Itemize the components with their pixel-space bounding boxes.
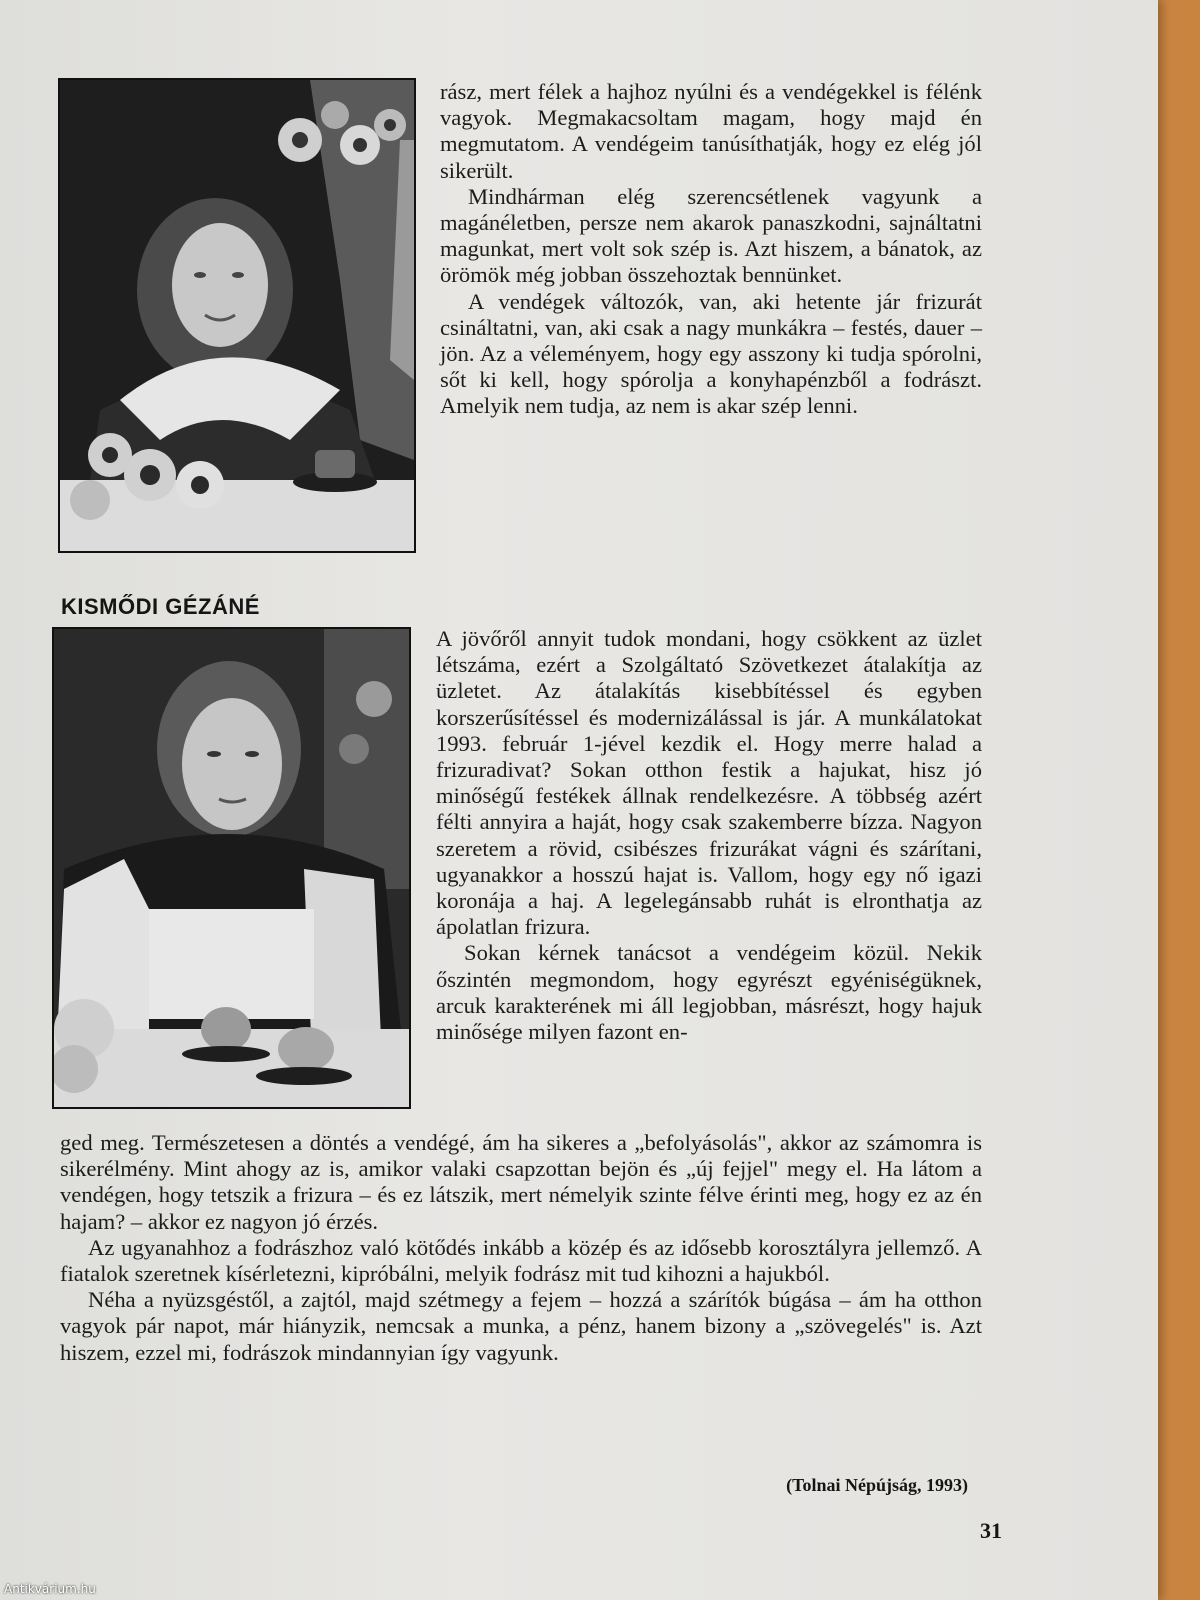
paragraph: ged meg. Természetesen a döntés a vendégé, ám ha sikeres a „befolyásolás", akkor az számomra is sikerélmény. Mint ahogy az is, amikor valaki csapzottan bejön és „új fejjel" megy el. Ha látom a vendégen, hogy tetszik a frizura – és ez látszik, mert némelyik szinte félve érinti meg, hogy ez az én hajam? – akkor ez nagyon jó érzés.: [60, 1130, 982, 1234]
paragraph: Mindhárman elég szerencsétlenek vagyunk a magánéletben, persze nem akarok panaszkodni, sajnáltatni magunkat, mert volt sok szép is. Azt hiszem, a bánatok, az örömök még jobban összehoztak bennünket.: [440, 183, 982, 288]
photo-kismodi-gezane: [52, 627, 411, 1109]
section-heading: KISMŐDI GÉZÁNÉ: [61, 594, 260, 619]
paragraph: Néha a nyüzsgéstől, a zajtól, majd szétmegy a fejem – hozzá a szárítók búgása – ám ha otthon vagyok pár napot, már hiányzik, nemcsak a munka, a pénz, hanem bizony a „szövegelés" is. Azt hiszem, ezzel mi, fodrászok mindannyian így vagyunk.: [60, 1287, 982, 1365]
source-citation: (Tolnai Népújság, 1993): [786, 1475, 968, 1495]
paragraph: A vendégek változók, van, aki hetente jár frizurát csináltatni, van, aki csak a nagy munkákra – festés, dauer – jön. Az a véleményem, hogy egy asszony ki tudja spórolni, sőt ki kell, hogy spórolja a konyhapénzből a fodrászt. Amelyik nem tudja, az nem is akar szép lenni.: [440, 288, 982, 419]
photo-woman-with-sunflowers: [58, 78, 416, 553]
article-text-top: [440, 79, 982, 420]
paragraph: A jövőről annyit tudok mondani, hogy csökkent az üzlet létszáma, ezért a Szolgáltató Szövetkezet átalakítja az üzletet. Az átalakítás kisebbítéssel és egyben korszerűsítéssel és modernizálással is jár. A munkálatokat 1993. február 1-jével kezdik el. Hogy merre halad a frizuradivat? Sokan otthon festik a hajukat, hisz jó minőségű festékek állnak rendelkezésre. A többség azért félti annyira a haját, hogy csak szakemberre bízza. Nagyon szeretem a rövid, csibészes frizurákat vágni és szárítani, ugyanakkor a hosszú hajat is. Vallom, hogy egy nő igazi koronája a haj. A legelegánsabb ruhát is elronthatja az ápolatlan frizura.: [436, 626, 982, 940]
paragraph: Az ugyanahhoz a fodrászhoz való kötődés inkább a közép és az idősebb korosztályra jellemző. A fiatalok szeretnek kísérletezni, kipróbálni, melyik fodrász mit tud kihozni a hajukból.: [60, 1234, 982, 1287]
article-text-middle: [436, 626, 982, 1045]
paragraph: rász, mert félek a hajhoz nyúlni és a vendégekkel is félénk vagyok. Megmakacsoltam magam, hogy majd én megmutatom. A vendégeim tanúsíthatják, hogy ez elég jól sikerült.: [440, 79, 982, 183]
page-number: 31: [980, 1518, 1002, 1543]
paragraph: Sokan kérnek tanácsot a vendégeim közül. Nekik őszintén megmondom, hogy egyrészt egyéniségüknek, arcuk karakterének mi áll legjobban, másrészt, hogy hajuk minősége milyen fazont en-: [436, 940, 982, 1045]
watermark-logo: Antikvárium.hu: [4, 1582, 96, 1596]
article-text-bottom: [60, 1130, 982, 1366]
